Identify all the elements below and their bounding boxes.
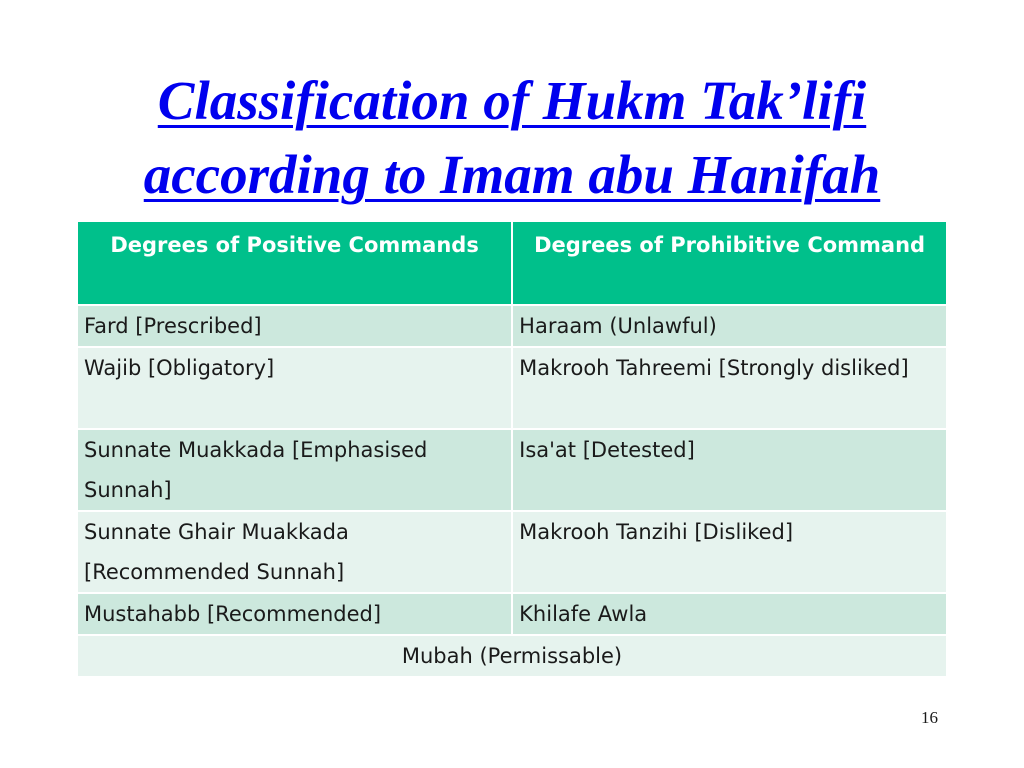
slide-title-line-2: according to Imam abu Hanifah — [143, 144, 881, 205]
slide-title — [0, 64, 1024, 212]
positive-cell: Mustahabb [Recommended] — [77, 593, 512, 635]
prohibitive-cell: Khilafe Awla — [512, 593, 947, 635]
prohibitive-cell: Haraam (Unlawful) — [512, 305, 947, 347]
table-row — [77, 305, 947, 347]
page-number: 16 — [921, 708, 938, 727]
table-row — [77, 593, 947, 635]
header-prohibitive-command: Degrees of Prohibitive Command — [512, 221, 947, 305]
table-footer-row — [77, 635, 947, 677]
hukm-classification-table — [76, 220, 948, 678]
slide-title-line-1: Classification of Hukm Tak’lifi — [157, 70, 867, 131]
prohibitive-cell: Makrooh Tahreemi [Strongly disliked] — [512, 347, 947, 429]
positive-cell: Wajib [Obligatory] — [77, 347, 512, 429]
header-positive-commands: Degrees of Positive Commands — [77, 221, 512, 305]
prohibitive-cell: Isa'at [Detested] — [512, 429, 947, 511]
positive-cell: Fard [Prescribed] — [77, 305, 512, 347]
table-header-row — [77, 221, 947, 305]
mubah-cell: Mubah (Permissable) — [77, 635, 947, 677]
table-row — [77, 511, 947, 593]
positive-cell: Sunnate Muakkada [Emphasised Sunnah] — [77, 429, 512, 511]
positive-cell: Sunnate Ghair Muakkada [Recommended Sunnah] — [77, 511, 512, 593]
prohibitive-cell: Makrooh Tanzihi [Disliked] — [512, 511, 947, 593]
table-row — [77, 347, 947, 429]
table-row — [77, 429, 947, 511]
